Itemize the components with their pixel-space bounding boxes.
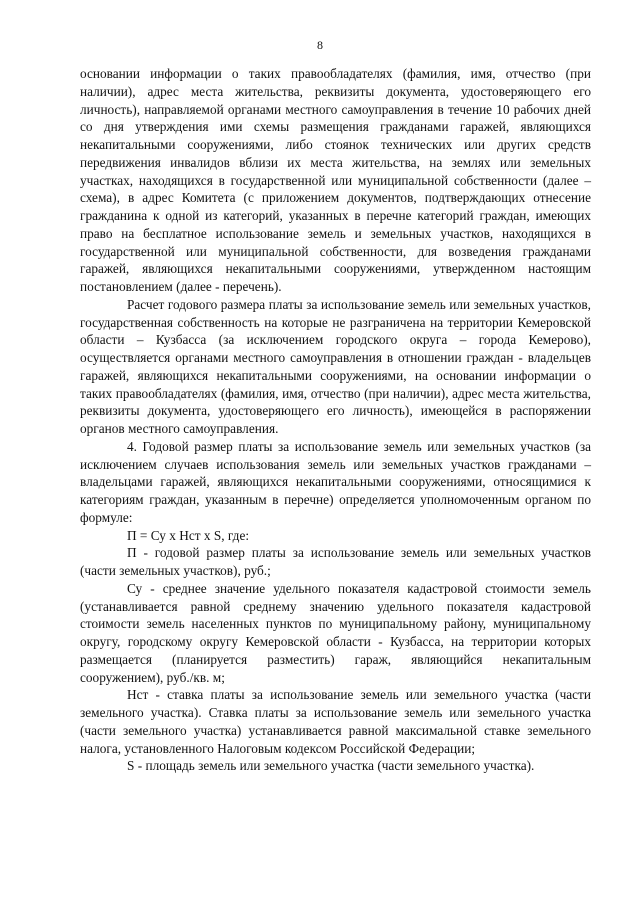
paragraph-continuation: основании информации о таких правообладателях (фамилия, имя, отчество (при наличии), адрес места жительства, реквизиты документа, удостоверяющего его личность), направляемой органами местного самоуправления в течение 10 рабочих дней со дня утверждения ими схемы размещения гражданами гаражей, являющихся некапитальными сооружениями, либо стоянок технических или других средств передвижения инвалидов вблизи их места жительства, на землях или земельных участках, находящихся в государственной или муниципальной собственности (далее – схема), в адрес Комитета (с приложением документов, подтверждающих отнесение гражданина к одной из категорий, указанных в перечне категорий граждан, имеющих право на бесплатное использование земель и земельных участков, находящихся в государственной или муниципальной собственности, для возведения гражданами гаражей, являющихся некапитальными сооружениями, утвержденном настоящим постановлением (далее - перечень).	[80, 66, 591, 294]
paragraph-fee-calculation: Расчет годового размера платы за использование земель или земельных участков, государственная собственность на которые не разграничена на территории Кемеровской области – Кузбасса (за исключением городского округа – города Кемерово), осуществляется органами местного самоуправления в отношении граждан - владельцев гаражей, являющихся некапитальными сооружениями, на основании информации о таких правообладателях (фамилия, имя, отчество (при наличии), адрес места жительства, реквизиты документа, удостоверяющего его личность), имеющейся в распоряжении органов местного самоуправления.	[80, 296, 591, 436]
paragraph-definition-s: S - площадь земель или земельного участка (части земельного участка).	[127, 758, 535, 774]
document-body	[80, 65, 591, 775]
paragraph-item-4: 4. Годовой размер платы за использование земель или земельных участков (за исключением случаев использования земель или земельных участков гражданами – владельцами гаражей, являющихся некапитальными сооружениями, относящимися к категориям граждан, указанным в перечне) определяется уполномоченным органом по формуле:	[80, 438, 591, 525]
page-number: 8	[317, 38, 323, 52]
paragraph-definition-p: П - годовой размер платы за использование земель или земельных участков (части земельных участков), руб.;	[80, 545, 591, 578]
paragraph-definition-nst: Нст - ставка платы за использование земель или земельного участка (части земельного участка). Ставка платы за использование земель или земельного участка (части земельного участка) устанавливается равной максимальной ставке земельного налога, установленного Налоговым кодексом Российской Федерации;	[80, 687, 591, 756]
paragraph-definition-su: Су - среднее значение удельного показателя кадастровой стоимости земель (устанавливается равной среднему значению удельного показателя кадастровой стоимости земель населенных пунктов по муниципальному району, муниципальному округу, городскому округу Кемеровской области - Кузбасса, на территории которых размещается (планируется разместить) гараж, являющийся некапитальным сооружением), руб./кв. м;	[80, 580, 591, 685]
paragraph-formula: П = Су х Нст х S, где:	[127, 527, 250, 543]
